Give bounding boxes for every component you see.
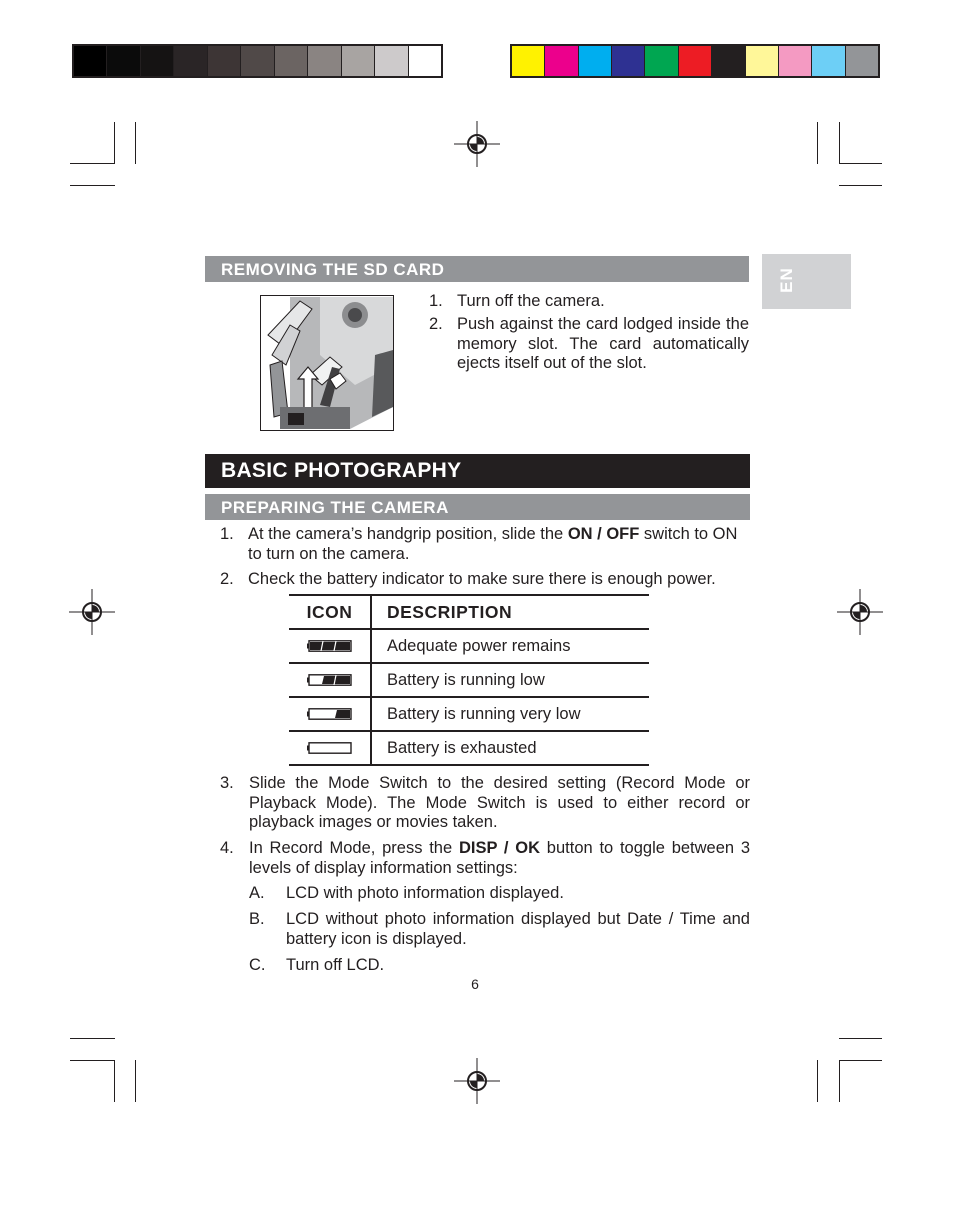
crop-mark — [839, 1060, 882, 1061]
battery-description: Battery is exhausted — [371, 731, 649, 765]
language-tab-label: EN — [777, 267, 796, 293]
battery-very-low-icon — [307, 708, 353, 720]
color-swatch — [712, 46, 745, 76]
icon-column-header: ICON — [289, 595, 371, 629]
crop-mark — [839, 1060, 840, 1102]
crop-mark — [839, 185, 882, 186]
substep-letter: C. — [249, 956, 266, 974]
prep-step-text — [248, 525, 750, 564]
substep-text: Turn off LCD. — [286, 956, 385, 974]
prep-step-text — [249, 839, 750, 878]
table-row — [289, 629, 649, 663]
color-swatch — [679, 46, 712, 76]
gray-swatch — [308, 46, 341, 76]
color-swatch — [812, 46, 845, 76]
color-swatch — [612, 46, 645, 76]
crop-mark — [135, 122, 136, 164]
on-off-switch-label: ON / OFF — [567, 525, 640, 543]
basic-photography-heading: BASIC PHOTOGRAPHY — [205, 454, 750, 488]
battery-indicator-table — [289, 594, 649, 766]
removing-step-number: 2. — [429, 315, 443, 333]
battery-full-icon — [307, 640, 353, 652]
gray-swatch — [409, 46, 441, 76]
table-row — [289, 663, 649, 697]
gray-swatch — [241, 46, 274, 76]
removing-step-text: Turn off the camera. — [457, 292, 605, 310]
preparing-camera-heading: PREPARING THE CAMERA — [205, 494, 750, 520]
prep-step-text-part: In Record Mode, press the — [249, 839, 459, 857]
gray-swatch — [375, 46, 408, 76]
registration-mark-icon — [69, 589, 115, 635]
prep-step-number: 4. — [220, 839, 234, 857]
prep-step-text: Check the battery indicator to make sure there is enough power. — [248, 570, 716, 588]
color-swatch — [579, 46, 612, 76]
gray-swatch — [141, 46, 174, 76]
language-tab — [762, 254, 851, 309]
page-number: 6 — [471, 976, 479, 992]
grayscale-calibration-bar — [72, 44, 443, 78]
prep-step-number: 2. — [220, 570, 234, 588]
prep-step-text-part: switch to ON to turn on the camera. — [248, 525, 738, 563]
table-header-row — [289, 595, 649, 629]
crop-mark — [817, 1060, 818, 1102]
battery-empty-icon — [307, 742, 353, 754]
battery-description: Battery is running very low — [371, 697, 649, 731]
gray-swatch — [342, 46, 375, 76]
removing-step-text: Push against the card lodged inside the memory slot. The card automatically ejects itself out of the slot. — [457, 315, 749, 372]
crop-mark — [839, 122, 840, 164]
color-swatch — [512, 46, 545, 76]
sd-card-removal-illustration — [260, 295, 394, 431]
color-swatch — [545, 46, 578, 76]
description-column-header: DESCRIPTION — [371, 595, 649, 629]
crop-mark — [70, 1038, 115, 1039]
crop-mark — [114, 1060, 115, 1102]
crop-mark — [839, 1038, 882, 1039]
crop-mark — [70, 185, 115, 186]
color-swatch — [746, 46, 779, 76]
crop-mark — [135, 1060, 136, 1102]
prep-step-text: Slide the Mode Switch to the desired setting (Record Mode or Playback Mode). The Mode Switch is used to either record or playback images or movies taken. — [249, 774, 750, 831]
removing-sd-card-heading: REMOVING THE SD CARD — [205, 256, 749, 282]
gray-swatch — [208, 46, 241, 76]
substep-text: LCD without photo information displayed but Date / Time and battery icon is displayed. — [286, 910, 750, 948]
battery-description: Battery is running low — [371, 663, 649, 697]
color-calibration-bar — [510, 44, 880, 78]
prep-step-number: 1. — [220, 525, 234, 543]
gray-swatch — [174, 46, 207, 76]
gray-swatch — [275, 46, 308, 76]
crop-mark — [817, 122, 818, 164]
substep-letter: A. — [249, 884, 265, 902]
battery-description: Adequate power remains — [371, 629, 649, 663]
color-swatch — [846, 46, 878, 76]
color-swatch — [779, 46, 812, 76]
gray-swatch — [107, 46, 140, 76]
crop-mark — [70, 163, 115, 164]
substep-letter: B. — [249, 910, 265, 928]
crop-mark — [114, 122, 115, 164]
substep-text: LCD with photo information displayed. — [286, 884, 564, 902]
registration-mark-icon — [837, 589, 883, 635]
registration-mark-icon — [454, 1058, 500, 1104]
crop-mark — [70, 1060, 115, 1061]
table-row — [289, 731, 649, 765]
registration-mark-icon — [454, 121, 500, 167]
disp-ok-button-label: DISP / OK — [458, 839, 541, 857]
prep-step-number: 3. — [220, 774, 234, 792]
gray-swatch — [74, 46, 107, 76]
prep-step-text-part: At the camera’s handgrip position, slide the — [248, 525, 568, 543]
color-swatch — [645, 46, 678, 76]
removing-step-number: 1. — [429, 292, 443, 310]
table-row — [289, 697, 649, 731]
prep-step-text-part: button to toggle between 3 levels of display information settings: — [249, 839, 751, 877]
crop-mark — [839, 163, 882, 164]
battery-low-icon — [307, 674, 353, 686]
